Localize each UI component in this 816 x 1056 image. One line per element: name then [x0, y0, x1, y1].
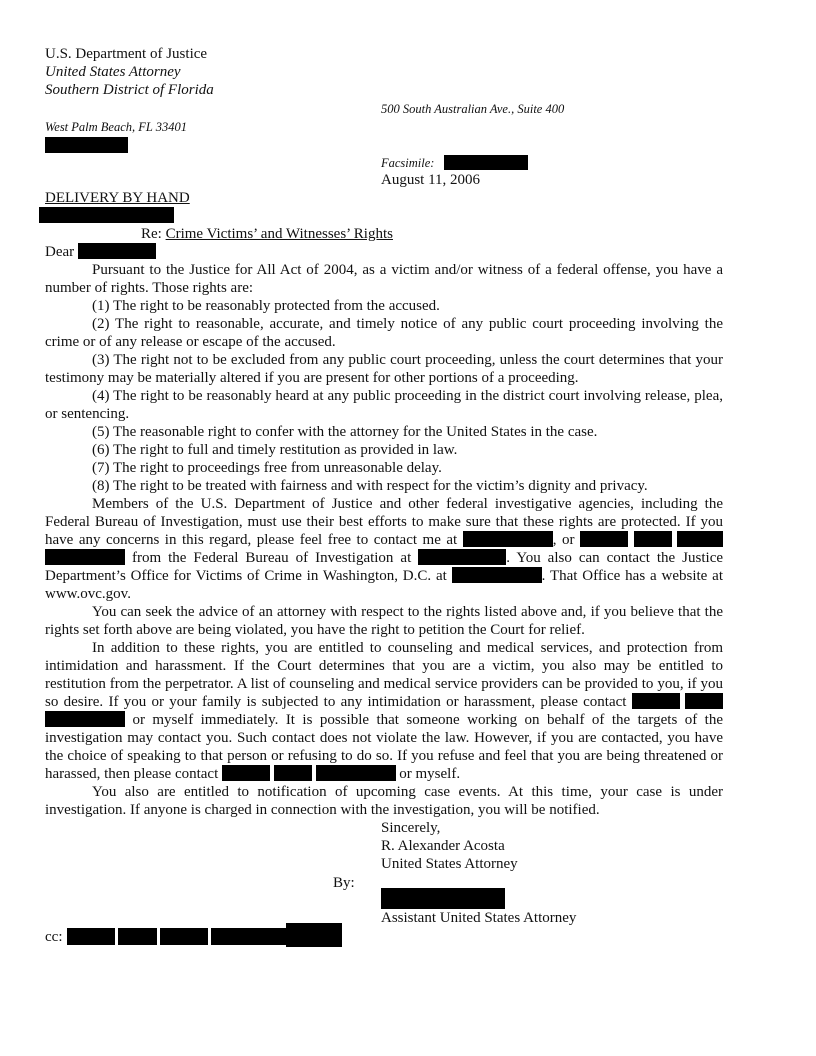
redaction-contact-b [685, 693, 723, 709]
dept-name: U.S. Department of Justice [45, 46, 208, 62]
cc-label: cc: [45, 929, 63, 945]
addition-text-1: In addition to these rights, you are entitled to counseling and medical services, and protection from intimidation and harassment. If the Court determines that you are a victim, you also may be entitled to restitution from the perpetrator. A list of counseling and medical service providers can be provided to you, if you so desire. If you or your family is subjected to any intimidation or harassment, please contact [45, 640, 723, 710]
members-text-1: Members of the U.S. Department of Justice and other federal investigative agencies, including the Federal Bureau of Investigation, must use their best efforts to make sure that these rights are protected. If you have any concerns in this regard, please feel free to contact me at [45, 496, 723, 548]
re-line [141, 225, 393, 243]
office-name: United States Attorney [45, 64, 181, 80]
fax-label: Facsimile: [381, 156, 435, 170]
right-2: (2) The right to reasonable, accurate, and timely notice of any public court proceeding involving the crime or of any release or escape of the accused. [45, 316, 723, 350]
by-label: By: [333, 875, 355, 891]
redaction-recipient [39, 207, 174, 223]
closing-sincerely: Sincerely, [381, 820, 441, 836]
addition-text-2: or myself immediately. It is possible that someone working on behalf of the targets of the investigation may contact you. Such contact does not violate the law. However, if you are contacted, you have the choice of speaking to that person or refusing to do so. If you refuse and feel that you are being threatened or harassed, then please contact [45, 712, 723, 782]
redaction-cc-d [211, 928, 287, 945]
right-5: (5) The reasonable right to confer with the attorney for the United States in the case. [92, 424, 598, 440]
redaction-cc-b [118, 928, 157, 945]
members-text-5: . That Office has a website at www.ovc.gov. [45, 568, 723, 602]
notification-paragraph: You also are entitled to notification of upcoming case events. At this time, your case is under investigation. If anyone is charged in connection with the investigation, you will be notified. [45, 784, 723, 818]
redaction-cc-a [67, 928, 115, 945]
redaction-contact-e [274, 765, 312, 781]
signer-title: United States Attorney [381, 856, 518, 872]
redaction-agent-c [677, 531, 723, 547]
members-paragraph [45, 495, 723, 603]
redaction-fax [444, 155, 528, 170]
delivery-line: DELIVERY BY HAND [45, 190, 190, 206]
redaction-agent-d [45, 549, 125, 565]
re-subject: Crime Victims’ and Witnesses’ Rights [165, 226, 393, 242]
re-label: Re: [141, 226, 162, 242]
redaction-contact-a [632, 693, 680, 709]
salutation-text: Dear [45, 244, 75, 260]
city-address: West Palm Beach, FL 33401 [45, 120, 188, 134]
asst-title: Assistant United States Attorney [381, 910, 577, 926]
redaction-agent-b [634, 531, 672, 547]
redaction-ovc-phone [452, 567, 542, 583]
addition-paragraph [45, 639, 723, 783]
redaction-contact-d [222, 765, 270, 781]
right-6: (6) The right to full and timely restitution as provided in law. [92, 442, 458, 458]
letter-body [45, 261, 723, 819]
redaction-phone [45, 137, 128, 153]
redaction-agent-a [580, 531, 628, 547]
redaction-phone-me [463, 531, 553, 547]
redaction-salutation-name [78, 243, 156, 259]
advice-paragraph: You can seek the advice of an attorney with respect to the rights listed above and, if you believe that the rights set forth above are being violated, you have the right to petition the Court for relief. [45, 604, 723, 638]
redaction-fbi-phone [418, 549, 506, 565]
members-text-3: from the Federal Bureau of Investigation at [131, 550, 412, 566]
redaction-cc-e [286, 923, 342, 947]
right-3: (3) The right not to be excluded from any public court proceeding, unless the court determines that your testimony may be materially altered if you are present for other portions of a proceeding. [45, 352, 723, 386]
district-name: Southern District of Florida [45, 82, 214, 98]
salutation [45, 243, 156, 261]
redaction-signature [381, 888, 505, 909]
redaction-cc-c [160, 928, 208, 945]
intro-paragraph: Pursuant to the Justice for All Act of 2004, as a victim and/or witness of a federal offense, you have a number of rights. Those rights are: [45, 262, 723, 296]
addition-text-3: or myself. [399, 766, 461, 782]
street-address: 500 South Australian Ave., Suite 400 [381, 102, 565, 116]
right-7: (7) The right to proceedings free from unreasonable delay. [92, 460, 442, 476]
members-text-2: , or [552, 532, 575, 548]
redaction-contact-f [316, 765, 396, 781]
letter-date: August 11, 2006 [381, 172, 481, 188]
right-1: (1) The right to be reasonably protected from the accused. [92, 298, 440, 314]
signer-name: R. Alexander Acosta [381, 838, 505, 854]
members-text-4: . You also can contact the Justice Department’s Office for Victims of Crime in Washington, D.C. at [45, 550, 724, 584]
redaction-contact-c [45, 711, 125, 727]
right-8: (8) The right to be treated with fairness and with respect for the victim’s dignity and privacy. [92, 478, 648, 494]
right-4: (4) The right to be reasonably heard at any public proceeding in the district court involving release, plea, or sentencing. [45, 388, 723, 422]
